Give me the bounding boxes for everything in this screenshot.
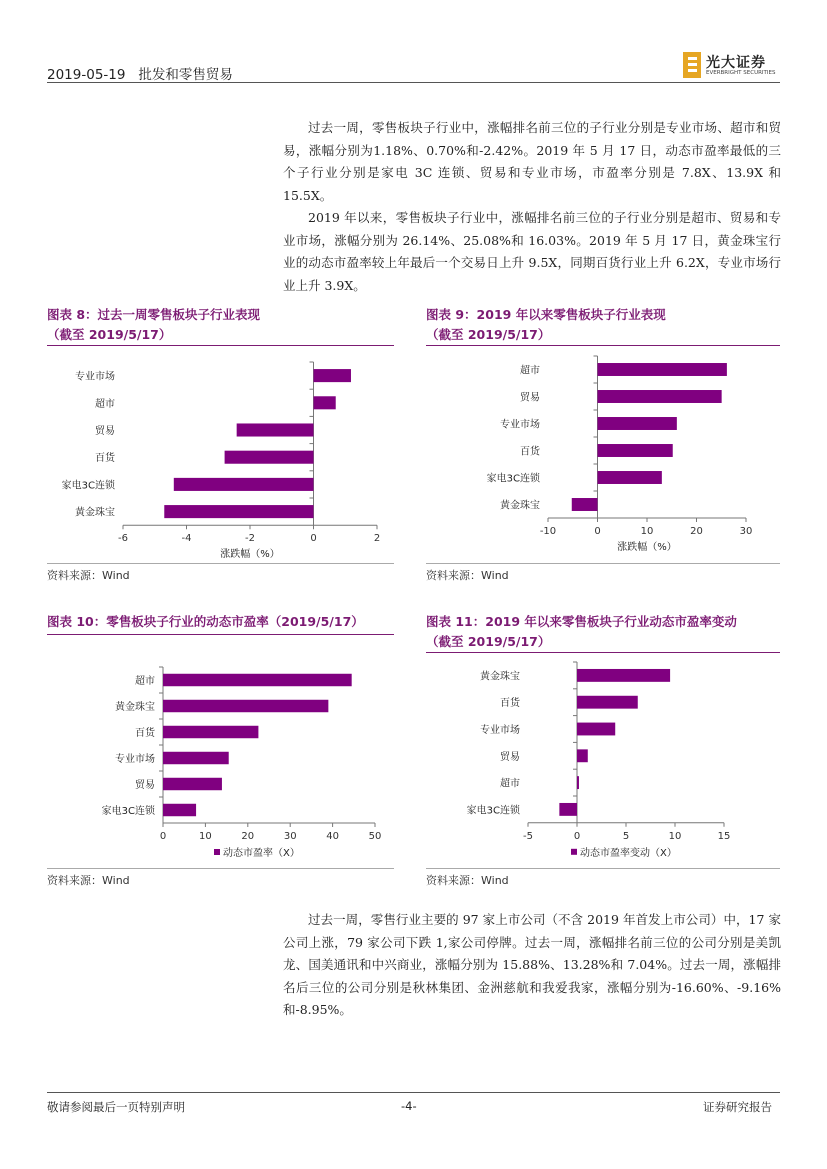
category-label: 超市: [500, 778, 520, 790]
bar: [163, 804, 196, 816]
logo-mark-icon: [683, 52, 701, 78]
intro-text: [283, 117, 781, 297]
outro-paragraph: 过去一周，零售行业主要的 97 家上市公司（不含 2019 年首发上市公司）中，17 家公司上涨，79 家公司下跌 1,家公司停牌。过去一周，涨幅排名前三位的公司分别是美凯龙、国美通讯和中兴商业，涨幅分别为 15.88%、13.28%和 7.04%。过去一周，涨幅排名后三位的公司分别是秋林集团、金洲慈航和我爱我家，涨幅分别为-16.60%、-9.16%和-8.95%。: [283, 912, 781, 1017]
category-label: 家电3C连锁: [61, 480, 115, 492]
figure-source: 资料来源：Wind: [47, 874, 130, 887]
bar: [164, 505, 313, 518]
x-tick-label: 20: [241, 831, 255, 842]
figure-title-rule: [426, 652, 780, 653]
outro-text: [283, 909, 781, 1022]
footer-rule: [47, 1092, 780, 1093]
bar: [163, 726, 258, 738]
bar: [598, 417, 677, 430]
figure-bottom-rule: [426, 868, 780, 869]
figure-source: 资料来源：Wind: [47, 569, 130, 582]
report-category: 批发和零售贸易: [138, 67, 233, 83]
x-tick-label: 10: [668, 830, 682, 842]
figure-title-rule: [426, 345, 780, 346]
x-tick-label: -6: [118, 533, 128, 545]
x-tick-label: 0: [594, 526, 601, 537]
bar: [577, 669, 670, 682]
x-tick-label: 5: [622, 830, 630, 842]
figure-bottom-rule: [426, 563, 780, 564]
category-label: 超市: [520, 365, 540, 377]
figure-bottom-rule: [47, 868, 394, 869]
bar: [572, 498, 598, 511]
bar: [598, 471, 662, 484]
category-label: 黄金珠宝: [75, 507, 115, 519]
legend-label: 动态市盈率变动（X）: [580, 847, 677, 859]
intro-paragraph: 过去一周，零售板块子行业中，涨幅排名前三位的子行业分别是专业市场、超市和贸易，涨幅分别为1.18%、0.70%和-2.42%。2019 年 5 月 17 日，动态市盈率最低的三个子行业分别是家电 3C 连锁、贸易和专业市场，市盈率分别是 7.8X、13.9X 和 15.5X。: [283, 120, 781, 203]
x-tick-label: -10: [539, 526, 557, 537]
legend-label: 动态市盈率（X）: [223, 848, 300, 859]
figure-11: [426, 612, 780, 653]
x-tick-label: 0: [310, 533, 317, 545]
figure-9: [426, 305, 780, 346]
category-label: 百货: [135, 728, 155, 739]
chart-8: [47, 350, 394, 563]
intro-paragraph: 2019 年以来，零售板块子行业中，涨幅排名前三位的子行业分别是超市、贸易和专业市场，涨幅分别为 26.14%、25.08%和 16.03%。2019 年 5 月 17 日，黄金珠宝行业的动态市盈率较上年最后一个交易日上升 9.5X，同期百货行业上升 6.2X，专业市场行业上升 3.9X。: [283, 210, 781, 293]
bar: [559, 803, 577, 816]
category-label: 超市: [135, 676, 155, 687]
category-label: 贸易: [520, 392, 540, 404]
x-tick-label: 30: [283, 831, 297, 842]
bar: [598, 363, 727, 376]
category-label: 贸易: [95, 426, 115, 437]
x-tick-label: 50: [368, 831, 382, 842]
category-label: 家电3C连锁: [101, 806, 155, 817]
page-number: -4-: [401, 1099, 417, 1113]
figure-source: 资料来源：Wind: [426, 569, 509, 582]
bar: [577, 723, 615, 736]
chart-10: [47, 637, 394, 867]
category-label: 黄金珠宝: [500, 500, 540, 512]
bar: [237, 423, 314, 436]
category-label: 贸易: [500, 751, 520, 763]
bar: [314, 396, 336, 409]
bar: [598, 390, 722, 403]
figure-subtitle: （截至 2019/5/17）: [47, 327, 172, 342]
x-axis-label: 涨跌幅（%）: [220, 549, 280, 561]
legend-swatch: [214, 849, 220, 855]
footer-report-type: 证券研究报告: [703, 1100, 772, 1114]
figure-title-rule: [47, 634, 394, 635]
bar: [577, 749, 588, 762]
chart-11: [426, 656, 780, 867]
x-tick-label: 10: [640, 526, 654, 537]
category-label: 专业市场: [75, 371, 115, 383]
category-label: 百货: [520, 446, 540, 458]
category-label: 黄金珠宝: [480, 671, 520, 683]
category-label: 家电3C连锁: [466, 805, 520, 817]
x-tick-label: -2: [245, 533, 255, 545]
figure-10: [47, 612, 394, 635]
bar: [577, 776, 579, 789]
figure-source: 资料来源：Wind: [426, 874, 509, 887]
chart-9: [426, 350, 780, 563]
figure-title: 图表 10：零售板块子行业的动态市盈率（2019/5/17）: [47, 614, 364, 629]
bar: [225, 451, 314, 464]
x-tick-label: 0: [159, 831, 167, 842]
category-label: 超市: [95, 398, 115, 410]
x-tick-label: 15: [717, 830, 731, 842]
bar: [163, 674, 352, 686]
bar: [163, 752, 229, 764]
category-label: 家电3C连锁: [486, 473, 540, 485]
report-date-and-category: [47, 63, 233, 83]
x-tick-label: 40: [326, 831, 339, 842]
bar: [598, 444, 673, 457]
report-date: 2019-05-19: [47, 67, 126, 83]
legend-swatch: [571, 849, 577, 855]
bar: [163, 700, 328, 712]
figure-title: 图表 11：2019 年以来零售板块子行业动态市盈率变动: [426, 614, 737, 629]
x-tick-label: -4: [181, 533, 192, 545]
bar: [174, 478, 314, 491]
x-tick-label: -5: [523, 830, 533, 842]
figure-subtitle: （截至 2019/5/17）: [426, 634, 551, 649]
bar: [577, 696, 638, 709]
category-label: 黄金珠宝: [115, 702, 155, 713]
bar: [163, 778, 222, 790]
category-label: 专业市场: [480, 725, 520, 736]
figure-bottom-rule: [47, 563, 394, 564]
figure-subtitle: （截至 2019/5/17）: [426, 327, 551, 342]
figure-8: [47, 305, 394, 346]
header-rule: [47, 82, 780, 83]
x-tick-label: 10: [199, 831, 212, 842]
x-tick-label: 30: [739, 526, 753, 537]
figure-title-rule: [47, 345, 394, 346]
category-label: 专业市场: [115, 754, 155, 765]
everbright-logo: [683, 52, 783, 80]
footer-disclaimer: 敬请参阅最后一页特别声明: [47, 1100, 185, 1114]
x-tick-label: 2: [373, 533, 381, 545]
category-label: 贸易: [135, 780, 155, 791]
x-axis-label: 涨跌幅（%）: [617, 542, 677, 553]
category-label: 百货: [95, 453, 115, 465]
figure-title: 图表 8：过去一周零售板块子行业表现: [47, 307, 261, 322]
x-tick-label: 0: [573, 830, 581, 842]
logo-text-en: EVERBRIGHT SECURITIES: [706, 70, 776, 76]
category-label: 专业市场: [500, 419, 540, 431]
x-tick-label: 20: [690, 526, 703, 537]
logo-text-cn: 光大证券: [706, 55, 766, 71]
category-label: 百货: [500, 698, 520, 710]
figure-title: 图表 9：2019 年以来零售板块子行业表现: [426, 307, 666, 322]
bar: [314, 369, 351, 382]
